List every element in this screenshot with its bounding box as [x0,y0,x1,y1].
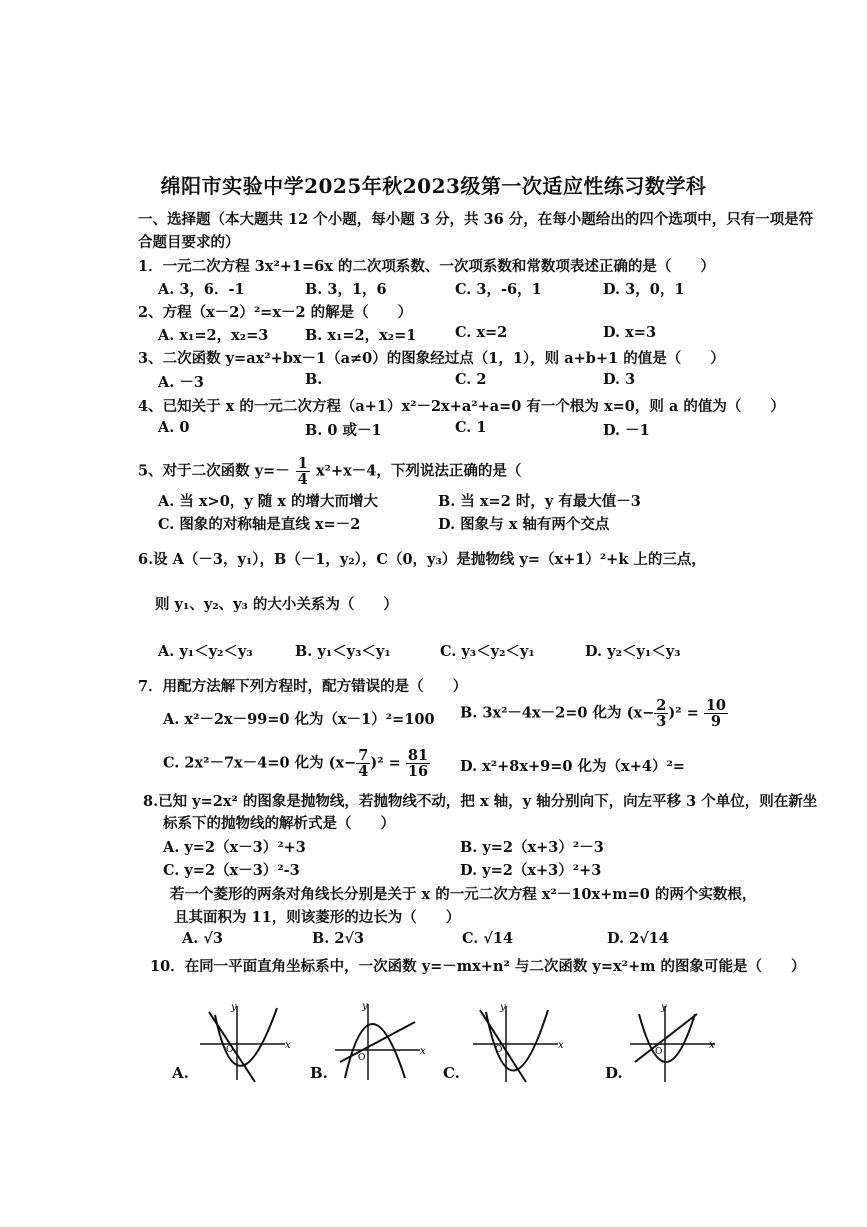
question-1-option-b: B. 3，1，6 [305,281,387,298]
question-6-option-c: C. y₃＜y₂＜y₁ [440,643,535,660]
question-1-option-a: A. 3，6．-1 [158,281,245,298]
question-3-option-d: D. 3 [603,371,636,388]
question-4-option-a: A. 0 [158,419,190,436]
parabola [486,1010,548,1071]
question-2-option-a: A. x₁=2，x₂=3 [158,327,269,344]
question-10-graph-b [330,1000,430,1085]
question-9-option-c: C. √14 [462,930,514,947]
section-heading-line2: 合题目要求的） [138,234,240,251]
svg-text:O: O [358,1053,366,1063]
svg-text:x: x [709,1040,715,1051]
question-2-option-c: C. x=2 [455,324,508,341]
question-10-graph-d [625,1000,725,1085]
question-6-stem: 6.设 A（－3，y₁），B（－1，y₂），C（0，y₃）是抛物线 y=（x+1）²+k 上的三点， [138,551,706,568]
question-5-fraction: $\frac{1}{4}$ [297,455,308,488]
question-2-stem: 2、方程（x－2）²=x－2 的解是（ ） [138,304,413,321]
line [635,1014,697,1062]
question-7-option-c: C. 2x²－7x－4=0 化为 (x− $\frac{7}{4}$ )² = $\frac{81}{16}$ [163,747,429,780]
line [340,1022,415,1062]
svg-text:y: y [362,1001,368,1012]
question-4-option-d: D. －1 [603,422,650,439]
question-5-option-c: C. 图象的对称轴是直线 x=－2 [158,516,361,533]
question-1-option-c: C. 3，-6，1 [455,281,542,298]
question-4-stem: 4、已知关于 x 的一元二次方程（a+1）x²－2x+a²+a=0 有一个根为 x=0，则 a 的值为（ ） [138,398,785,415]
svg-text:O: O [495,1045,503,1055]
svg-text:x: x [558,1040,564,1051]
line [480,1010,526,1082]
question-8-option-b: B. y=2（x+3）²－3 [460,839,604,856]
question-1-stem: 1．一元二次方程 3x²+1=6x 的二次项系数、一次项系数和常数项表述正确的是（ ） [138,258,715,275]
question-4-option-c: C. 1 [455,419,487,436]
question-3-option-b: B. [305,371,323,388]
question-6-option-d: D. y₂＜y₁＜y₃ [585,643,681,660]
question-3-stem: 3、二次函数 y=ax²+bx－1（a≠0）的图象经过点（1，1），则 a+b+1 的值是（ ） [138,350,725,367]
question-9-option-a: A. √3 [182,930,223,947]
question-6-option-b: B. y₁＜y₃＜y₁ [295,643,391,660]
question-9-stem: 若一个菱形的两条对角线长分别是关于 x 的一元二次方程 x²－10x+m=0 的两个实数根， [170,886,757,903]
page-title: 绵阳市实验中学2025年秋2023级第一次适应性练习数学科 [160,174,707,198]
svg-text:y: y [231,1002,237,1013]
question-5-option-d: D. 图象与 x 轴有两个交点 [438,516,610,533]
svg-text:O: O [226,1045,234,1055]
question-2-option-d: D. x=3 [603,324,657,341]
question-6-stem-2: 则 y₁、y₂、y₃ 的大小关系为（ ） [155,596,398,613]
question-7-option-a: A. x²－2x－99=0 化为（x－1）²=100 [163,711,435,728]
question-7-stem: 7．用配方法解下列方程时，配方错误的是（ ） [138,678,468,695]
question-1-option-d: D. 3，0，1 [603,281,685,298]
svg-text:x: x [420,1046,426,1057]
question-8-stem-2: 标系下的抛物线的解析式是（ ） [163,815,395,832]
question-5-option-a: A. 当 x>0，y 随 x 的增大而增大 [158,493,378,510]
question-10-label-a: A. [172,1064,189,1082]
question-9-option-d: D. 2√14 [607,930,669,947]
question-10-label-c: C. [443,1064,460,1082]
question-3-option-c: C. 2 [455,371,487,388]
question-8-stem: 8.已知 y=2x² 的图象是抛物线，若抛物线不动，把 x 轴，y 轴分别向下，向左平移 3 个单位，则在新坐 [143,793,818,810]
question-9-option-b: B. 2√3 [312,930,365,947]
question-10-graph-c [468,1000,568,1085]
section-heading-line1: 一、选择题（本大题共 12 个小题，每小题 3 分，共 36 分，在每小题给出的四个选项中，只有一项是符 [138,211,814,228]
question-10-label-d: D. [605,1064,623,1082]
question-5-option-b: B. 当 x=2 时，y 有最大值－3 [438,493,641,510]
svg-text:y: y [500,1002,506,1013]
svg-text:O: O [655,1047,663,1057]
question-5-stem: 5、对于二次函数 y=－ $\frac{1}{4}$ x²+x－4，下列说法正确的是（ [138,455,522,488]
question-6-option-a: A. y₁＜y₂＜y₃ [158,643,253,660]
question-7-option-b: B. 3x²－4x－2=0 化为 (x− $\frac{2}{3}$ )² = $\frac{10}{9}$ [460,697,727,730]
question-8-option-a: A. y=2（x－3）²+3 [163,839,306,856]
question-9-stem-2: 且其面积为 11，则该菱形的边长为（ ） [174,909,461,926]
question-10-label-b: B. [310,1064,328,1082]
question-8-option-d: D. y=2（x+3）²+3 [460,862,602,879]
svg-text:y: y [661,1002,667,1013]
question-2-option-b: B. x₁=2，x₂=1 [305,327,417,344]
svg-text:x: x [285,1040,291,1051]
question-8-option-c: C. y=2（x－3）²-3 [163,862,300,879]
question-10-stem: 10．在同一平面直角坐标系中，一次函数 y=－mx+n² 与二次函数 y=x²+m 的图象可能是（ ） [150,958,806,975]
question-4-option-b: B. 0 或－1 [305,422,382,439]
question-3-option-a: A. －3 [158,374,204,391]
question-10-graph-a [195,1000,295,1085]
question-7-option-d: D. x²+8x+9=0 化为（x+4）²= [460,758,685,775]
